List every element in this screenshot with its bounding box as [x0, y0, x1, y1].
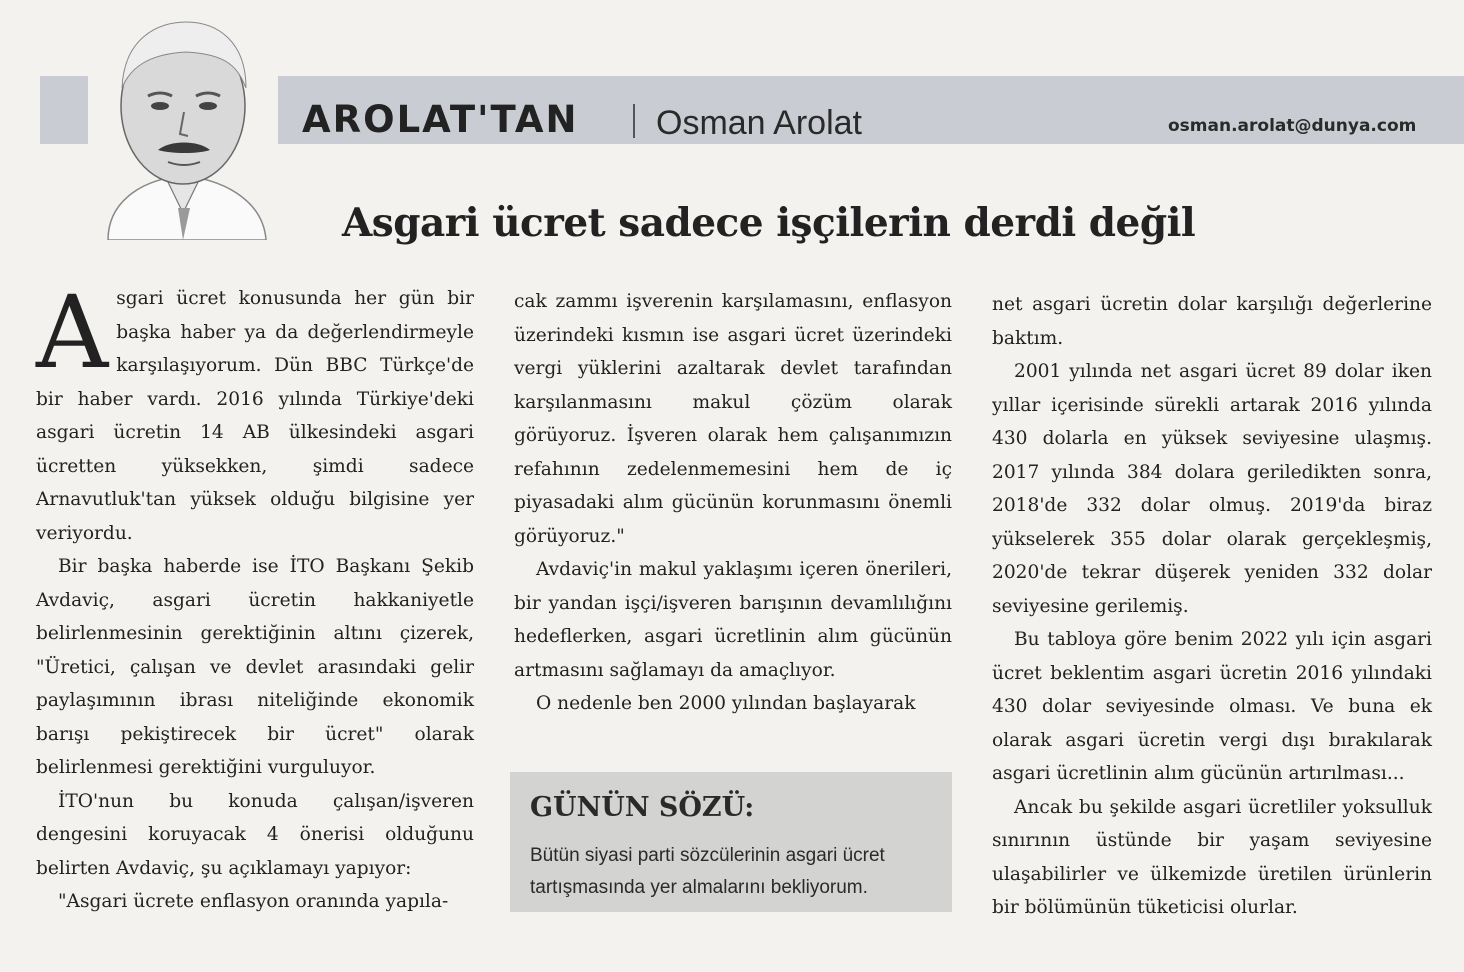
- paragraph: net asgari ücretin dolar karşılığı değerlerine baktım.: [992, 294, 1432, 349]
- paragraph: Bu tabloya göre benim 2022 yılı için asgari ücret beklentim asgari ücretin 2016 yılındaki 430 dolar seviyesinde olması. Ve buna ek olarak asgari ücretin vergi dışı bırakılarak asgari ücretlinin alım gücünün artırılması...: [992, 629, 1432, 784]
- article-column-2: [514, 285, 952, 721]
- paragraph: Avdaviç'in makul yaklaşımı içeren önerileri, bir yandan işçi/işveren barışının devamlılığını hedeflerken, asgari ücretlinin alım gücünün artmasını sağlamayı da amaçlıyor.: [514, 559, 952, 681]
- paragraph: Ancak bu şekilde asgari ücretliler yoksulluk sınırının üstünde bir yaşam seviyesine ulaşabilirler ve ülkemizde üretilen ürünlerin bir bölümünün tüketicisi olurlar.: [992, 796, 1432, 918]
- author-email: osman.arolat@dunya.com: [1168, 116, 1417, 136]
- paragraph: O nedenle ben 2000 yılından başlayarak: [536, 693, 916, 714]
- headline: Asgari ücret sadece işçilerin derdi değil: [342, 200, 1196, 246]
- article-column-3: [992, 288, 1432, 925]
- paragraph: cak zammı işverenin karşılamasını, enflasyon üzerindeki kısmın ise asgari ücret üzerindeki vergi yüklerini azaltarak devlet tarafından karşılanmasını makul çözüm olarak görüyoruz. İşveren olarak hem çalışanımızın refahının zedelenmemesini hem de iç piyasadaki alım gücünün korunmasını önemli görüyoruz.": [514, 291, 952, 547]
- paragraph: Bir başka haberde ise İTO Başkanı Şekib Avdaviç, asgari ücretin hakkaniyetle belirlenmesinin gerektiğinin altını çizerek, "Üretici, çalışan ve devlet arasındaki gelir paylaşımının ibrası niteliğinde ekonomik barışı pekiştirecek bir ücret" olarak belirlenmesi gerektiğini vurguluyor.: [36, 556, 474, 778]
- article-column-1: [36, 274, 474, 919]
- header-divider: [633, 104, 635, 138]
- section-title: AROLAT'TAN: [302, 98, 579, 141]
- quote-title: GÜNÜN SÖZÜ:: [530, 792, 755, 823]
- drop-cap: A: [36, 274, 109, 391]
- paragraph: [36, 274, 474, 550]
- author-portrait: [88, 8, 278, 240]
- paragraph: İTO'nun bu konuda çalışan/işveren dengesini koruyacak 4 önerisi olduğunu belirten Avdaviç, şu açıklamayı yapıyor:: [36, 790, 474, 879]
- paragraph: "Asgari ücrete enflasyon oranında yapıla-: [58, 891, 449, 912]
- author-name: Osman Arolat: [656, 104, 862, 142]
- paragraph: 2001 yılında net asgari ücret 89 dolar iken yıllar içerisinde sürekli artarak 2016 yılında 430 dolarla en yüksek seviyesine ulaşmış. 2017 yılında 384 dolara geriledikten sonra, 2018'de 332 dolar olmuş. 2019'da biraz yükselerek 355 dolar olarak gerçekleşmiş, 2020'de tekrar düşerek yeniden 332 dolar seviyesine gerilemiş.: [992, 361, 1432, 617]
- quote-text: Bütün siyasi parti sözcülerinin asgari ücret tartışmasında yer almalarını bekliyorum.: [530, 845, 885, 898]
- paragraph-text: sgari ücret konusunda her gün bir başka haber ya da değerlendirmeyle karşılaşıyorum. Dün BBC Türkçe'de bir haber vardı. 2016 yılında Türkiye'deki asgari ücretin 14 AB ülkesindeki asgari ücretten yüksekken, şimdi sadece Arnavutluk'tan yüksek olduğu bilgisine yer veriyordu.: [36, 288, 474, 544]
